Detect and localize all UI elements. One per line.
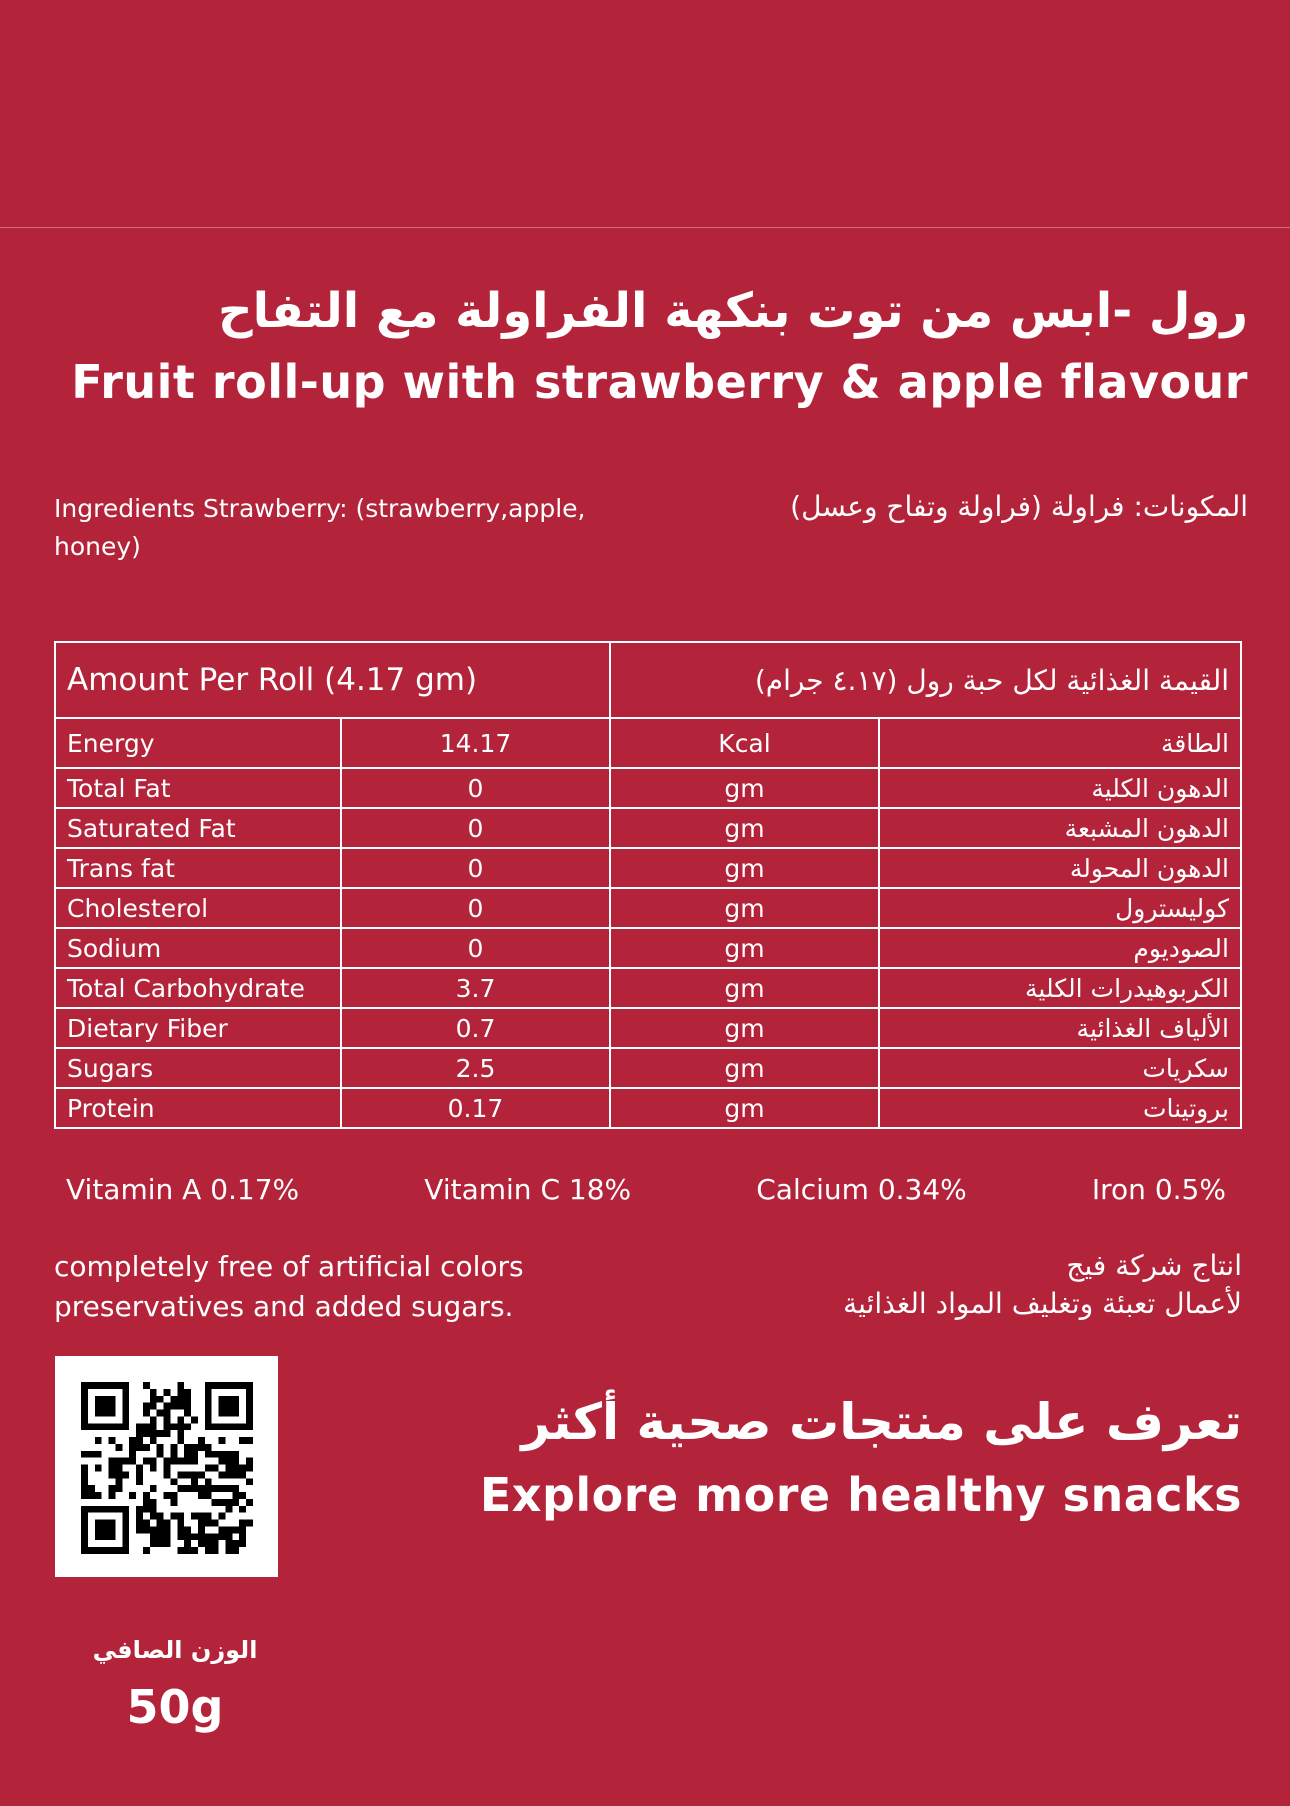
nutrient-value: 0 [341, 808, 610, 848]
nutrition-header-row [55, 642, 1241, 718]
nutrient-name-arabic: الصوديوم [879, 928, 1241, 968]
company-line-2: لأعمال تعبئة وتغليف المواد الغذائية [843, 1287, 1242, 1320]
nutrition-row [55, 888, 1241, 928]
ingredients-arabic: المكونات: فراولة (فراولة وتفاح وعسل) [790, 490, 1248, 523]
nutrient-name: Total Carbohydrate [55, 968, 341, 1008]
nutrient-value: 0 [341, 928, 610, 968]
nutrient-value: 0 [341, 848, 610, 888]
nutrient-unit: gm [610, 1008, 879, 1048]
nutrient-value: 3.7 [341, 968, 610, 1008]
iron: Iron 0.5% [1091, 1173, 1226, 1206]
company-info [843, 1247, 1242, 1323]
nutrient-unit: gm [610, 968, 879, 1008]
nutrient-name: Protein [55, 1088, 341, 1128]
nutrient-name: Trans fat [55, 848, 341, 888]
top-divider [0, 227, 1290, 228]
nutrient-name-arabic: الدهون الكلية [879, 768, 1241, 808]
nutrition-row [55, 808, 1241, 848]
nutrient-value: 0 [341, 768, 610, 808]
nutrient-name: Sodium [55, 928, 341, 968]
product-title-english: Fruit roll-up with strawberry & apple flavour [71, 355, 1248, 409]
calcium: Calcium 0.34% [756, 1173, 967, 1206]
explore-english: Explore more healthy snacks [479, 1468, 1242, 1522]
nutrition-rows [55, 718, 1241, 1128]
nutrient-unit: gm [610, 928, 879, 968]
net-weight-value: 50g [126, 1680, 224, 1734]
nutrient-value: 0.17 [341, 1088, 610, 1128]
nutrient-name-arabic: سكريات [879, 1048, 1241, 1088]
nutrient-name-arabic: الكربوهيدرات الكلية [879, 968, 1241, 1008]
nutrition-row [55, 928, 1241, 968]
nutrient-name-arabic: الطاقة [879, 718, 1241, 768]
nutrient-name: Total Fat [55, 768, 341, 808]
nutrition-row [55, 1008, 1241, 1048]
nutrition-row [55, 848, 1241, 888]
nutrient-name-arabic: الدهون المشبعة [879, 808, 1241, 848]
nutrient-unit: gm [610, 808, 879, 848]
ingredients-english: Ingredients Strawberry: (strawberry,apple, honey) [54, 494, 586, 561]
nutrient-unit: gm [610, 888, 879, 928]
product-title-arabic: رول -ابس من توت بنكهة الفراولة مع التفاح [218, 283, 1248, 339]
free-from-line-1: completely free of artificial colors [54, 1250, 524, 1283]
nutrient-value: 2.5 [341, 1048, 610, 1088]
nutrition-row [55, 768, 1241, 808]
qr-code-icon[interactable] [55, 1356, 278, 1577]
nutrient-unit: gm [610, 848, 879, 888]
nutrition-row [55, 1048, 1241, 1088]
nutrient-value: 0.7 [341, 1008, 610, 1048]
qr-code-graphic [81, 1382, 253, 1554]
nutrition-row [55, 1088, 1241, 1128]
net-weight-label: الوزن الصافي [92, 1636, 258, 1664]
nutrient-unit: gm [610, 1048, 879, 1088]
nutrient-name-arabic: الدهون المحولة [879, 848, 1241, 888]
nutrient-name: Energy [55, 718, 341, 768]
vitamins-row [66, 1173, 1226, 1206]
company-line-1: انتاج شركة فيج [1066, 1249, 1242, 1282]
nutrient-name-arabic: كوليسترول [879, 888, 1241, 928]
amount-per-roll: Amount Per Roll (4.17 gm) [55, 642, 610, 718]
free-from-line-2: preservatives and added sugars. [54, 1290, 514, 1323]
nutrient-name: Dietary Fiber [55, 1008, 341, 1048]
nutrient-name-arabic: بروتينات [879, 1088, 1241, 1128]
nutrient-value: 0 [341, 888, 610, 928]
nutrient-name-arabic: الألياف الغذائية [879, 1008, 1241, 1048]
nutrition-row [55, 968, 1241, 1008]
free-from-statement [54, 1247, 524, 1327]
nutrition-table [54, 641, 1242, 1129]
vitamin-c: Vitamin C 18% [424, 1173, 632, 1206]
nutrient-unit: gm [610, 768, 879, 808]
explore-arabic: تعرف على منتجات صحية أكثر [521, 1393, 1242, 1451]
vitamin-a: Vitamin A 0.17% [66, 1173, 300, 1206]
nutrient-unit: Kcal [610, 718, 879, 768]
nutrition-row [55, 718, 1241, 768]
nutrient-name: Sugars [55, 1048, 341, 1088]
nutrient-name: Cholesterol [55, 888, 341, 928]
nutrient-name: Saturated Fat [55, 808, 341, 848]
amount-per-roll-arabic: القيمة الغذائية لكل حبة رول (٤.١٧ جرام) [610, 642, 1241, 718]
nutrient-value: 14.17 [341, 718, 610, 768]
nutrient-unit: gm [610, 1088, 879, 1128]
